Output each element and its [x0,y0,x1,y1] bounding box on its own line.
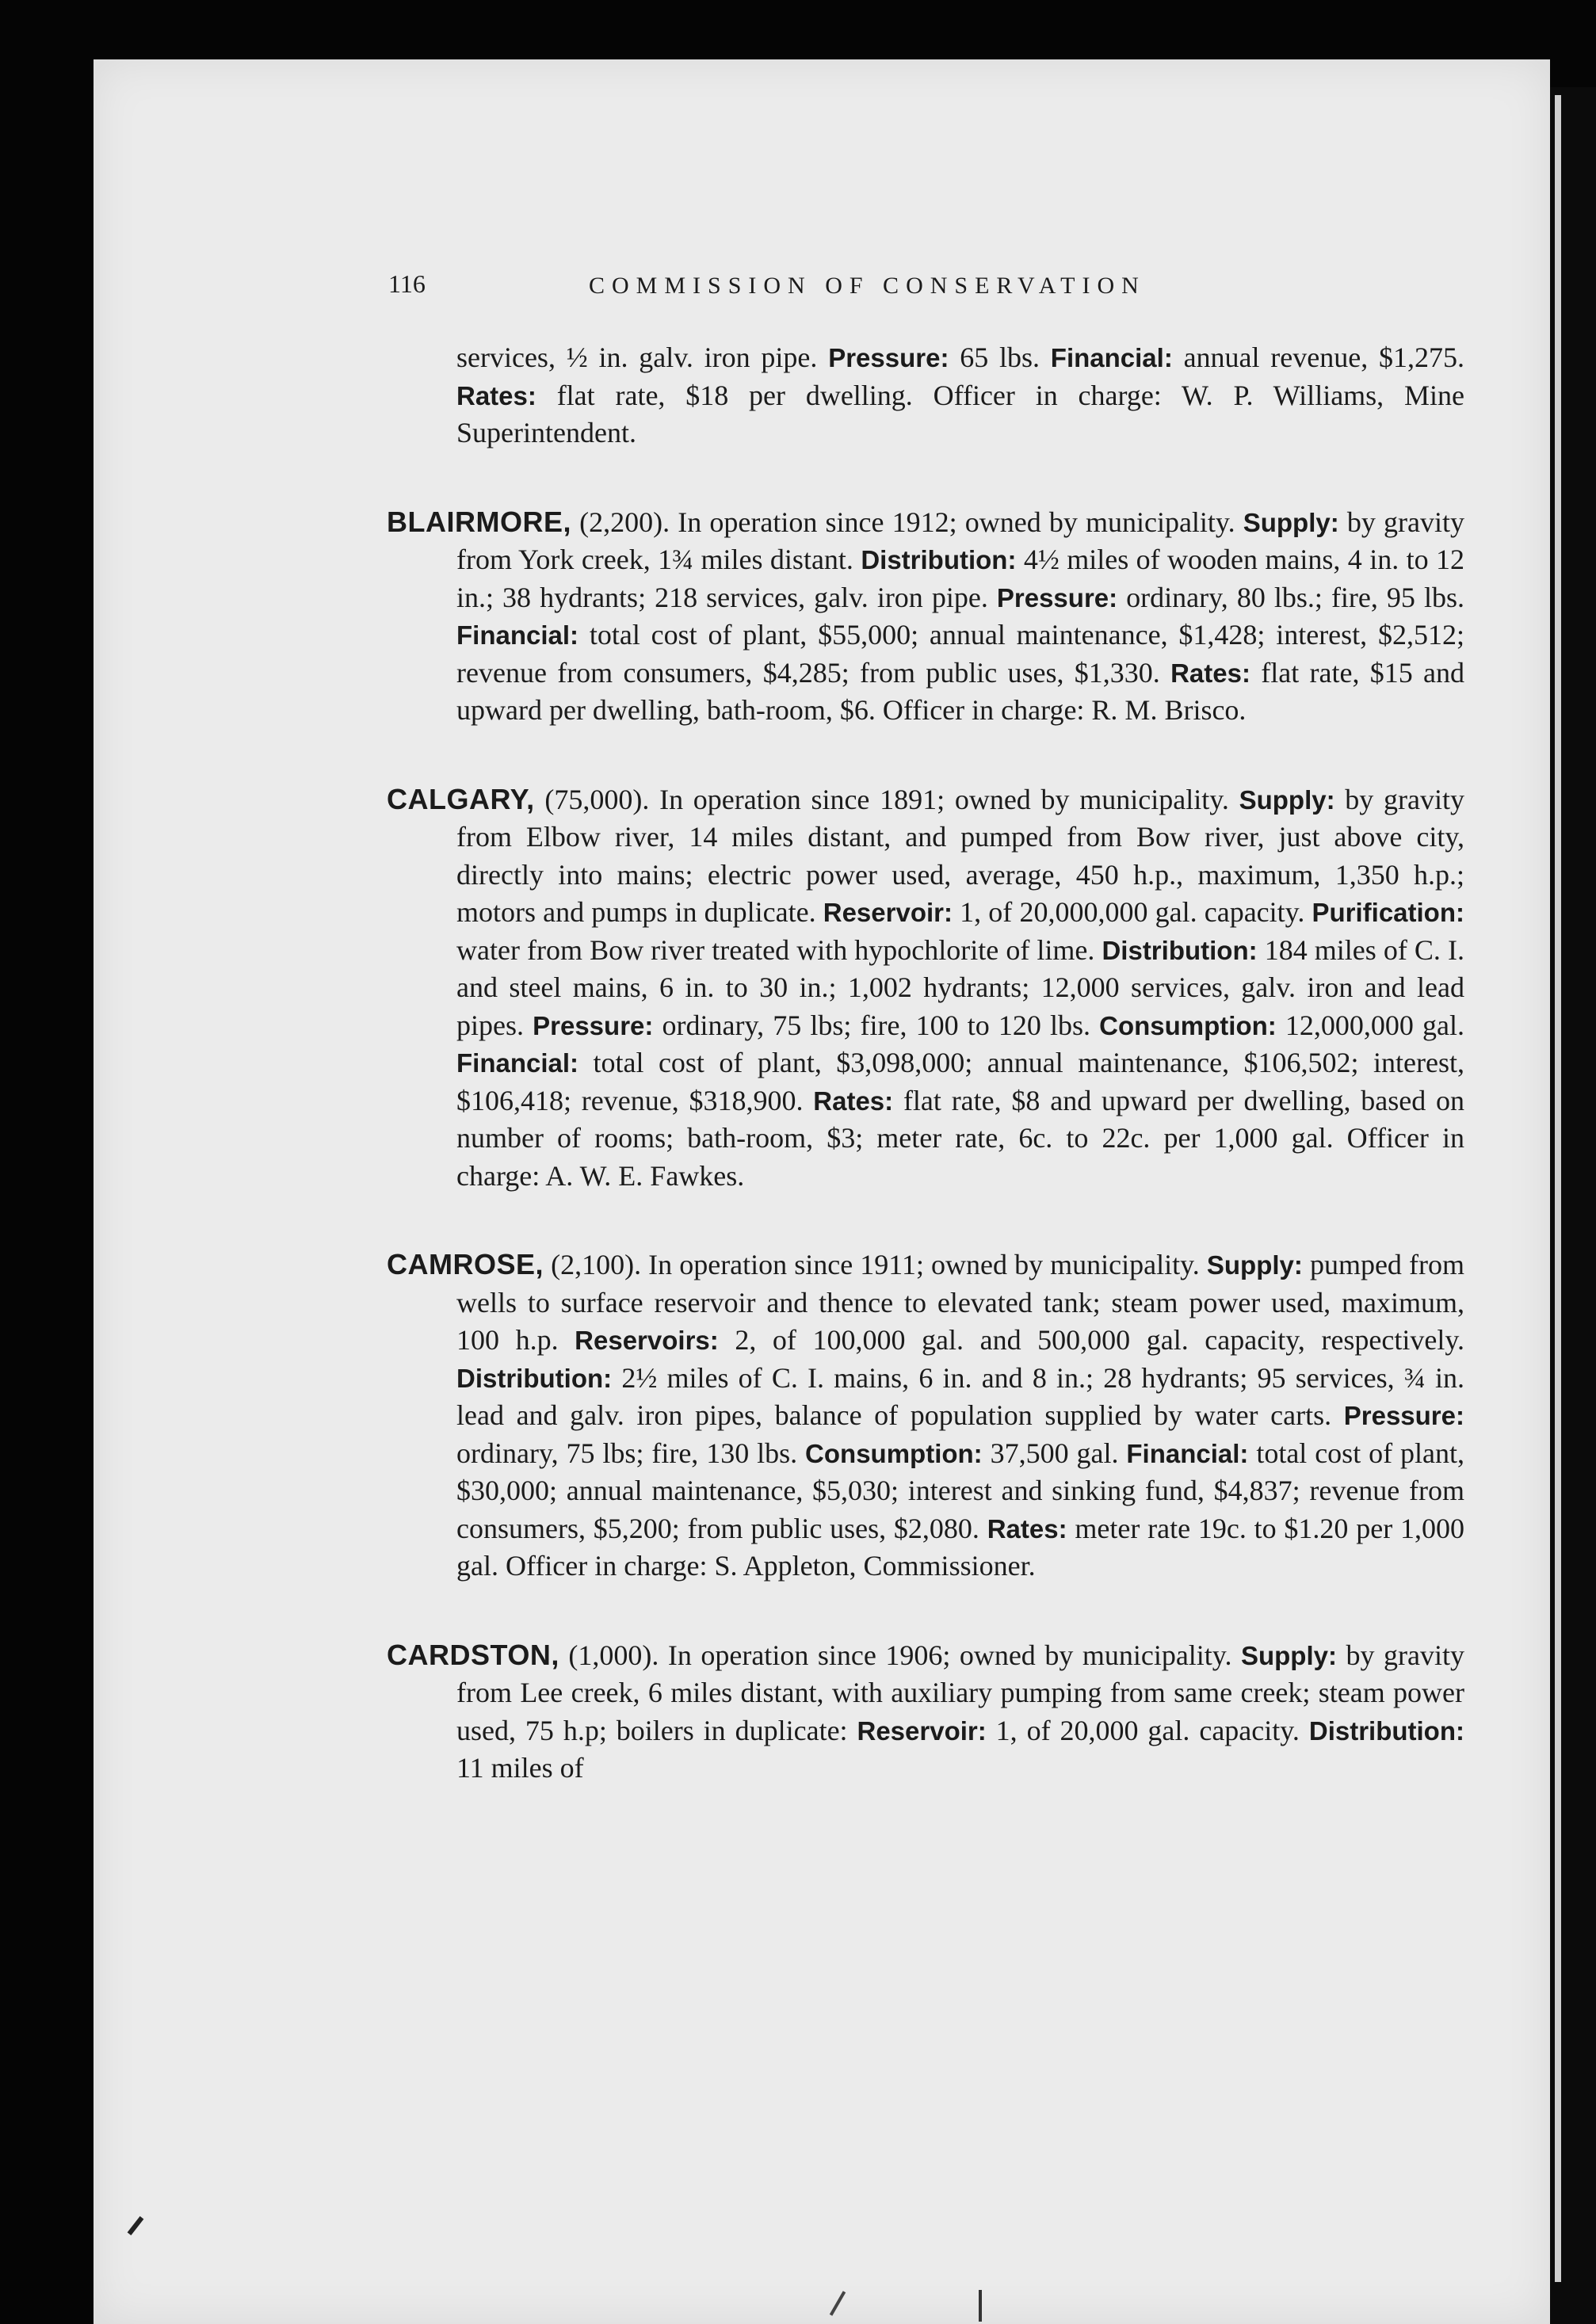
entry-text: (2,200). In operation since 1912; owned by municipality. [571,506,1243,538]
field-label: Consumption: [805,1438,983,1468]
entry-text: flat rate, $8 and upward per dwelling, based on number of rooms; bath-room, $3; meter rate, 6c. to 22c. per 1,000 gal. Officer in charge: A. W. E. Fawkes. [456,1084,1464,1192]
field-label: Pressure: [828,343,949,372]
entry-text: annual revenue, $1,275. [1172,342,1465,373]
entry-text: 4½ miles of wooden mains, 4 in. to 12 in.; 38 hydrants; 218 services, galv. iron pipe. [456,544,1464,613]
town-entry [387,780,1464,1196]
entry-text: meter rate 19c. to $1.20 per 1,000 gal. Officer in charge: S. Appleton, Commissioner. [456,1512,1464,1582]
town-name: CAMROSE, [387,1248,544,1280]
field-label: Distribution: [861,545,1017,574]
page-content [387,269,1464,1838]
entry-text: total cost of plant, $55,000; annual maintenance, $1,428; interest, $2,512; revenue from consumers, $4,285; from public uses, $1,330. [456,619,1464,689]
running-head: COMMISSION OF CONSERVATION [589,273,1146,299]
entry-text: by gravity from Lee creek, 6 miles distant, with auxiliary pumping from same creek; steam power used, 75 h.p; boilers in duplicate: [456,1639,1464,1746]
page-header [387,269,1464,317]
entry-text: (75,000). In operation since 1891; owned by municipality. [534,783,1239,815]
scan-edge-line [1555,95,1561,2282]
scan-mark [979,2290,982,2322]
field-label: Purification: [1312,898,1464,927]
entry-text: by gravity from Elbow river, 14 miles distant, and pumped from Bow river, just above city, directly into mains; electric power used, average, 450 h.p., maximum, 1,350 h.p.; motors and pumps in duplicate. [456,783,1464,928]
entry-text: 11 miles of [456,1752,584,1784]
page-number: 116 [388,269,426,298]
town-entry [387,503,1464,730]
field-label: Rates: [1170,658,1250,688]
entry-text: services, ½ in. galv. iron pipe. [456,342,829,373]
town-entry [387,1246,1464,1586]
field-label: Rates: [813,1086,894,1116]
entry-text: flat rate, $15 and upward per dwelling, bath-room, $6. Officer in charge: R. M. Brisco. [456,656,1464,726]
field-label: Reservoir: [823,898,953,927]
entry-text: 12,000,000 gal. [1276,1009,1464,1041]
field-label: Reservoir: [857,1715,987,1746]
entry-text: pumped from wells to surface reservoir and thence to elevated tank; steam power used, maximum, 100 h.p. [456,1249,1464,1356]
field-label: Rates: [987,1513,1067,1544]
entry-text: 2, of 100,000 gal. and 500,000 gal. capacity, respectively. [718,1324,1465,1356]
field-label: Distribution: [1102,935,1258,965]
field-label: Reservoirs: [575,1326,719,1355]
entry-text: 184 miles of C. I. and steel mains, 6 in. to 30 in.; 1,002 hydrants; 12,000 services, galv. iron and lead pipes. [456,933,1464,1041]
town-name: CALGARY, [387,782,535,815]
field-label: Financial: [456,1048,579,1078]
entry-list [387,503,1464,1788]
field-label: Pressure: [996,582,1118,612]
town-name: CARDSTON, [387,1638,559,1671]
entry-text: 2½ miles of C. I. mains, 6 in. and 8 in.; 28 hydrants; 95 services, ¾ in. lead and galv. iron pipes, balance of population supplied by water carts. [456,1361,1464,1431]
town-name: BLAIRMORE, [387,505,571,538]
field-label: Distribution: [1308,1715,1464,1746]
field-label: Rates: [456,380,536,410]
entry-text: 65 lbs. [949,342,1051,373]
field-label: Financial: [1126,1438,1249,1468]
entry-text: ordinary, 75 lbs; fire, 100 to 120 lbs. [653,1009,1100,1041]
entry-text: total cost of plant, $30,000; annual maintenance, $5,030; interest and sinking fund, $4,837; revenue from consumers, $5,200; from public uses, $2,080. [456,1437,1464,1544]
entry-text: (1,000). In operation since 1906; owned by municipality. [559,1639,1241,1671]
entry-text: ordinary, 80 lbs.; fire, 95 lbs. [1117,581,1464,613]
entry-text: water from Bow river treated with hypochlorite of lime. [456,933,1102,966]
entry-text: 37,500 gal. [982,1437,1127,1469]
continuation-paragraph [387,339,1464,452]
entry-text: 1, of 20,000,000 gal. capacity. [952,896,1312,928]
town-entry [387,1636,1464,1788]
field-label: Financial: [1050,343,1173,372]
field-label: Supply: [1239,784,1335,815]
entry-text: ordinary, 75 lbs; fire, 130 lbs. [456,1437,806,1469]
entry-text: (2,100). In operation since 1911; owned by municipality. [544,1249,1207,1280]
field-label: Consumption: [1099,1010,1277,1040]
field-label: Supply: [1243,507,1339,537]
field-label: Pressure: [1343,1401,1464,1430]
entry-text: 1, of 20,000 gal. capacity. [986,1714,1309,1746]
entry-text: total cost of plant, $3,098,000; annual maintenance, $106,502; interest, $106,418; revenue, $318,900. [456,1047,1464,1116]
entry-text: flat rate, $18 per dwelling. Officer in charge: W. P. Williams, Mine Superintendent. [456,379,1464,448]
field-label: Distribution: [456,1363,613,1393]
entry-text: by gravity from York creek, 1¾ miles distant. [456,506,1464,575]
field-label: Financial: [456,620,579,650]
field-label: Supply: [1206,1250,1303,1280]
field-label: Pressure: [533,1010,654,1040]
field-label: Supply: [1240,1640,1337,1670]
